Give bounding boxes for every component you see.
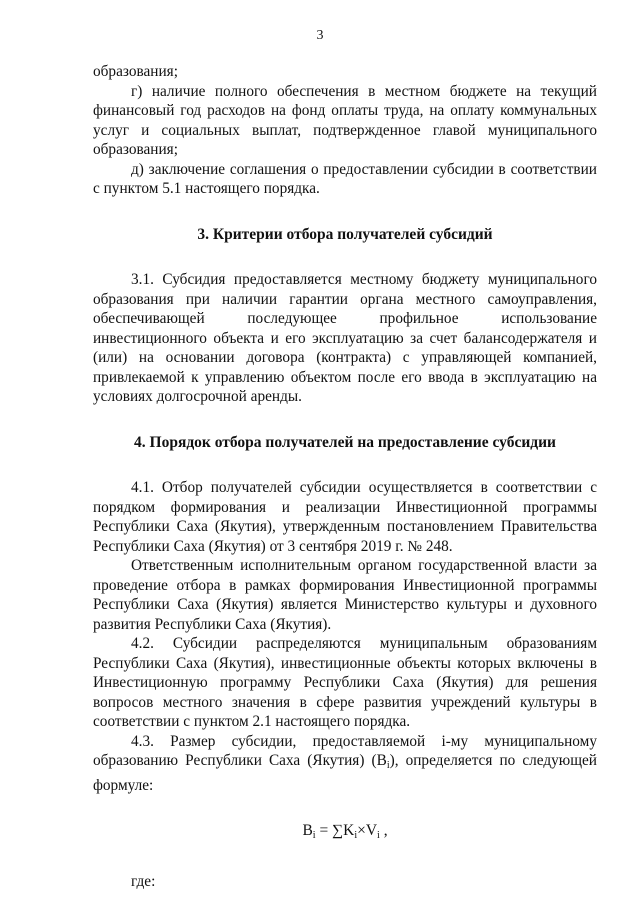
formula-tail: ,: [379, 822, 388, 839]
document-body: [93, 62, 597, 891]
paragraph-4-3: [93, 732, 597, 796]
paragraph-responsible-body: Ответственным исполнительным органом государственной власти за проведение отбора в рамках формирования Инвестиционной программы Республики Саха (Якутия) является Министерство культуры и духовного развития Республики Саха (Якутия).: [93, 557, 597, 633]
formula-lhs: B: [302, 822, 313, 839]
paragraph-item-g: г) наличие полного обеспечения в местном бюджете на текущий финансовый год расходов на фонд оплаты труда, на оплату коммунальных услуг и социальных выплат, подтвержденное главой муниципального образования;: [93, 82, 597, 158]
paragraph-4-3-end: ), определяется по следующей формуле:: [93, 752, 597, 794]
formula-sum: = ∑K: [315, 822, 355, 839]
paragraph-where: где:: [131, 872, 156, 890]
paragraph-item-d: д) заключение соглашения о предоставлении субсидии в соответствии с пунктом 5.1 настоящего порядка.: [93, 160, 597, 197]
paragraph-4-3-subscript: i: [386, 760, 390, 771]
paragraph-4-1: 4.1. Отбор получателей субсидии осуществляется в соответствии с порядком формирования и реализации Инвестиционной программы Республики Саха (Якутия), утвержденным постановлением Правительства Республики Саха (Якутия) от 3 сентября 2019 г. № 248.: [93, 479, 597, 555]
paragraph-3-1: 3.1. Субсидия предоставляется местному бюджету муниципального образования при наличии гарантии органа местного самоуправления, обеспечивающей последующее профильное использование инвестиционного объекта и его эксплуатацию за счет балансодержателя и (или) на основании договора (контракта) с управляющей компанией, привлекаемой к управлению объектом после его ввода в эксплуатацию на условиях долгосрочной аренды.: [93, 271, 597, 405]
page-number: 3: [316, 28, 324, 43]
formula-lhs-subscript: i: [312, 830, 316, 841]
formula-v-subscript: i: [377, 830, 380, 841]
formula-times: ×V: [357, 822, 378, 839]
formula: [93, 821, 597, 846]
formula-k-subscript: i: [354, 830, 358, 841]
paragraph-4-2: 4.2. Субсидии распределяются муниципальным образованиям Республики Саха (Якутия), инвестиционные объекты которых включены в Инвестиционную программу Республики Саха (Якутия) для решения вопросов местного значения в сфере развития учреждений культуры в соответствии с пунктом 2.1 настоящего порядка.: [93, 635, 597, 730]
paragraph-continuation: образования;: [93, 63, 178, 80]
section-4-heading: 4. Порядок отбора получателей на предоставление субсидии: [134, 433, 556, 451]
section-3-heading: 3. Критерии отбора получателей субсидий: [197, 225, 493, 243]
paragraph-4-3-start: 4.3. Размер субсидии, предоставляемой i-му муниципальному образованию Республики Саха (Якутия) (B: [93, 732, 597, 769]
